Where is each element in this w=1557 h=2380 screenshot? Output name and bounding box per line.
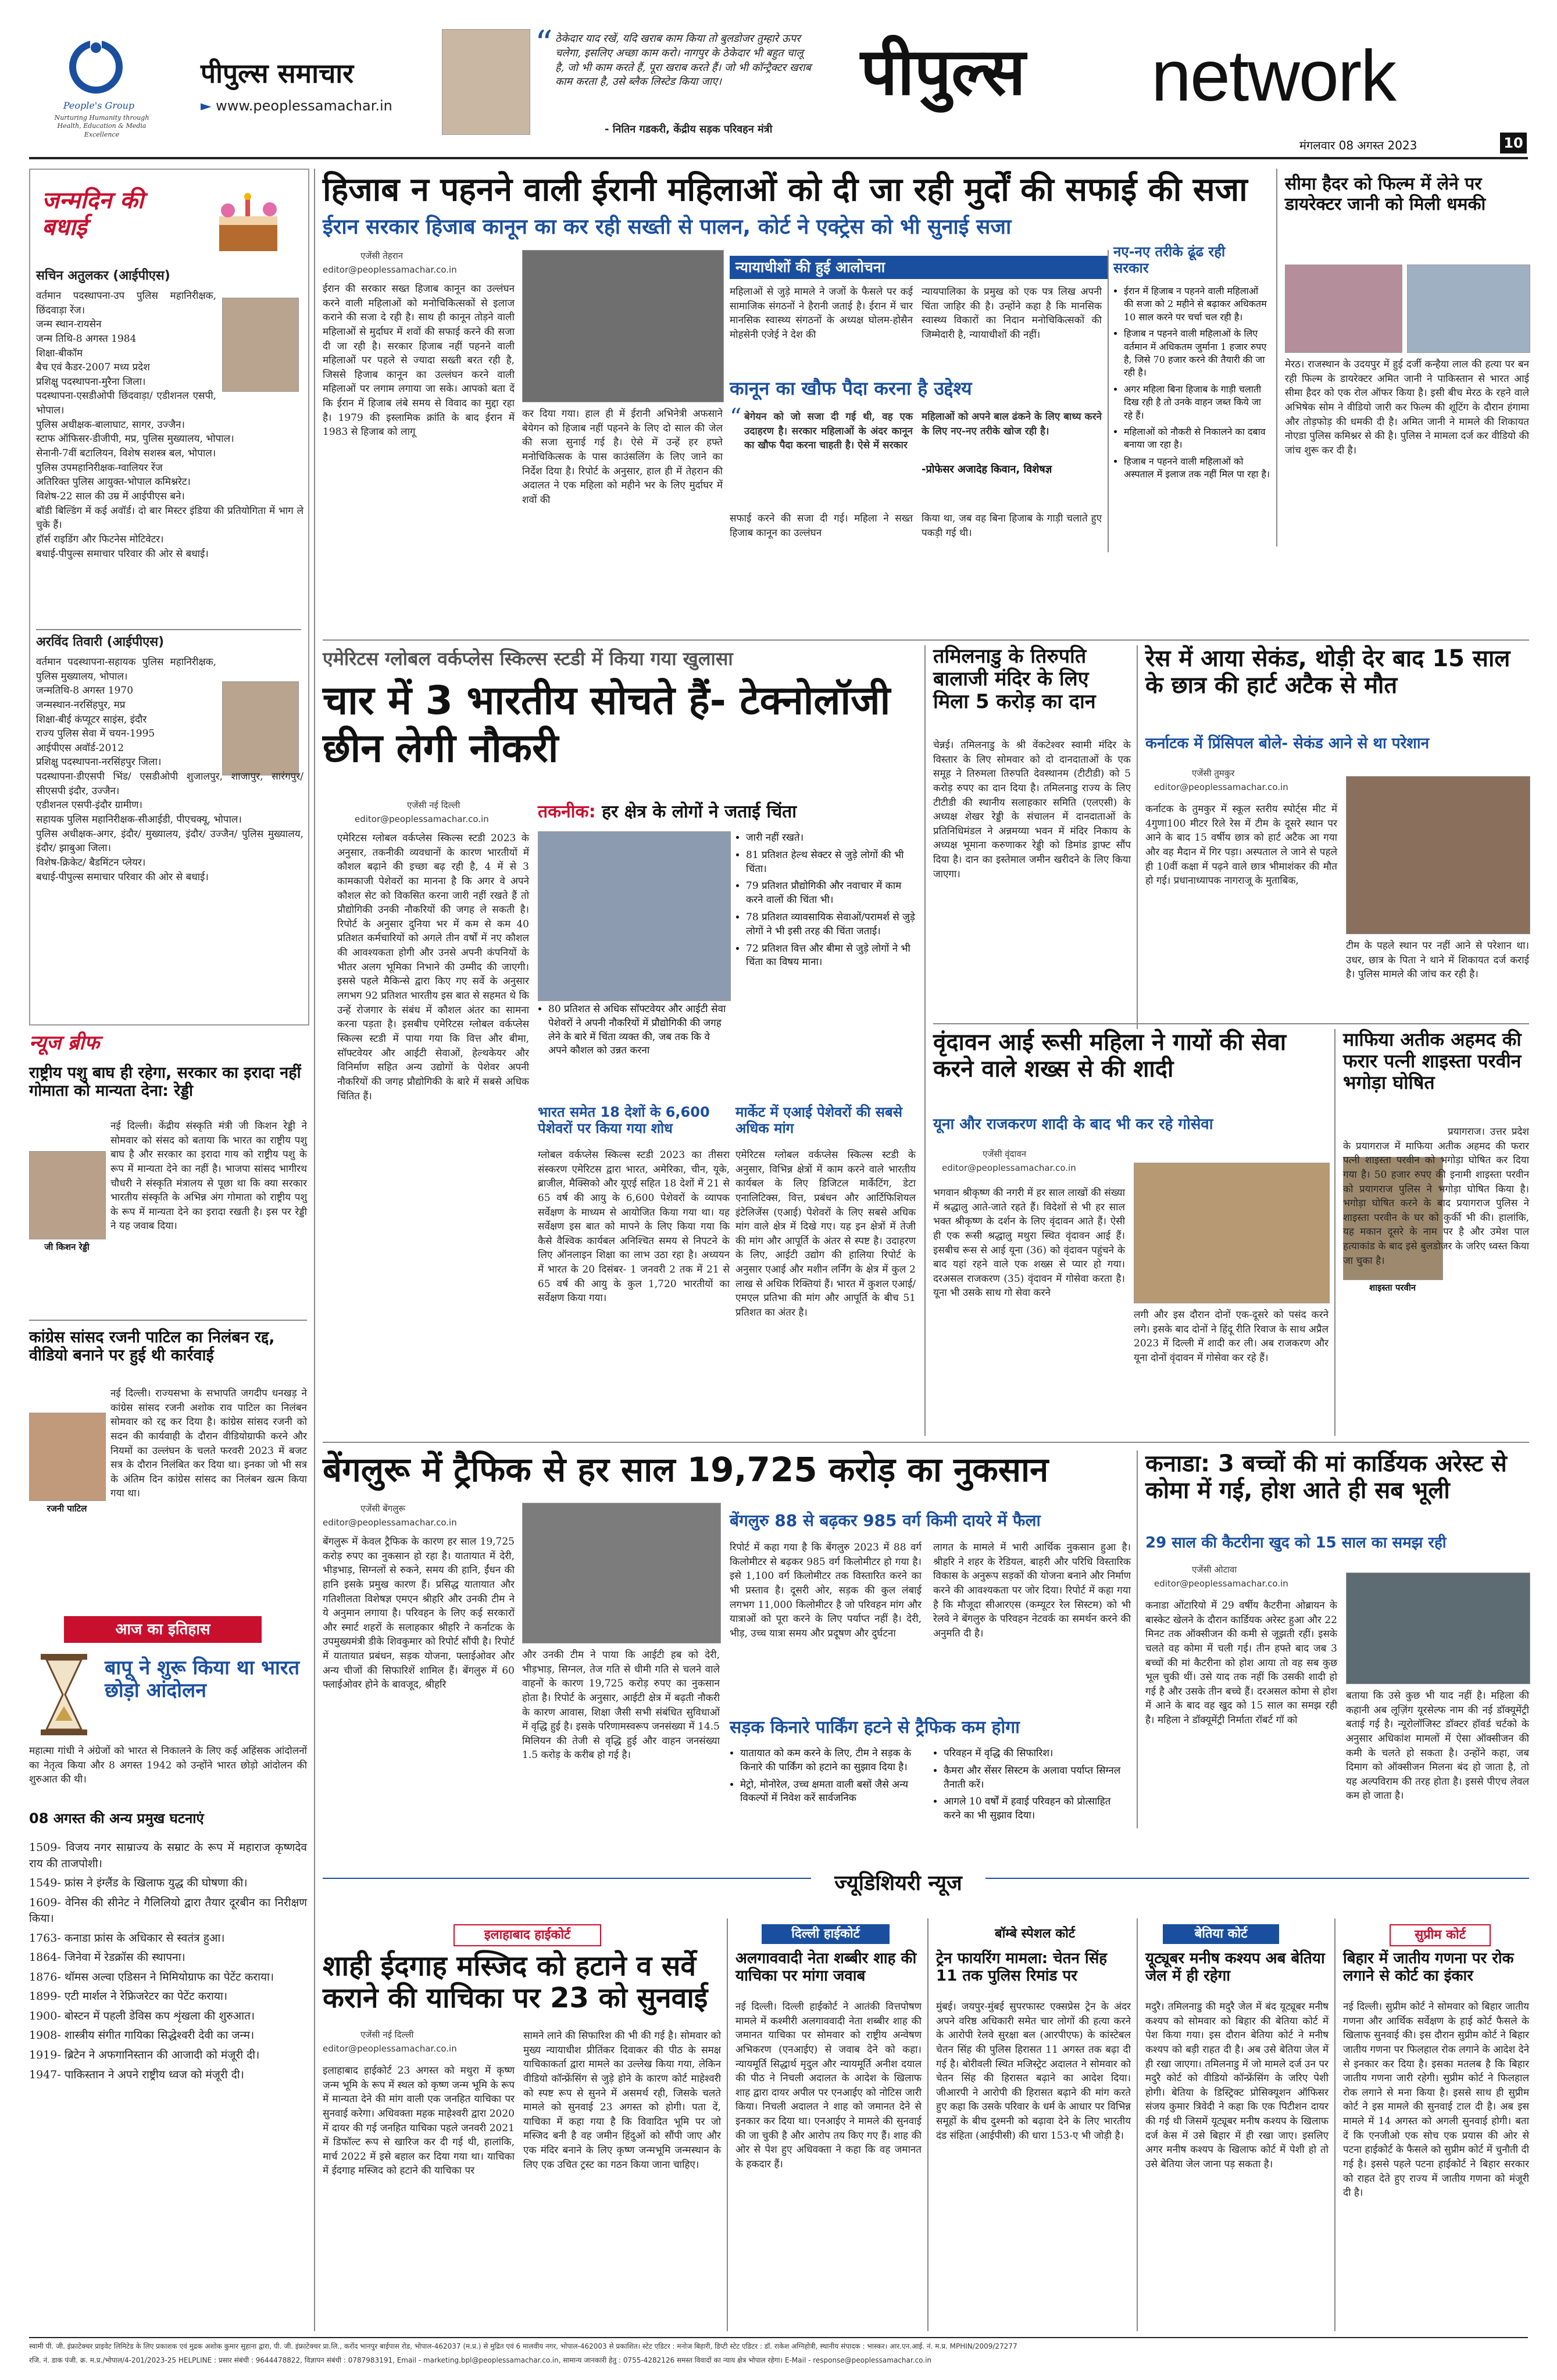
- bengaluru-headline: बेंगलुरू में ट्रैफिक से हर साल 19,725 करोड़ का नुकसान: [323, 1450, 1049, 1489]
- brief2-body: नई दिल्ली। राज्यसभा के सभापति जगदीप धनखड़ ने कांग्रेस सांसद रजनी अशोक राव पाटिल का निलंबन सोमवार को रद्द कर दिया है। कांग्रेस सांसद रजनी को सदन की कार्यवाही के दौरान वीडियोग्राफी करने और नियमों का उल्लंघन के चलते फरवरी 2023 में बजट सत्र के दौरान निलंबित कर दिया था। इनका जो भी सत्र के अंतिम दिन कांग्रेस सांसद का निलंबन खत्म किया गया था।: [110, 1388, 307, 1500]
- person1-line: बैच एवं कैडर-2007 मध्य प्रदेश: [36, 362, 150, 374]
- vrindavan-photo: [1134, 1163, 1330, 1303]
- tech-s1-heading: भारत समेत 18 देशों के 6,600 पेशेवरों पर किया गया शोध: [538, 1104, 710, 1137]
- parking-heading: सड़क किनारे पार्किंग हटने से ट्रैफिक कम होगा: [730, 1717, 1020, 1738]
- parking-bullet: • यातायात को कम करने के लिए, टीम ने सड़क के किनारे की पार्किंग को हटाने का सुझाव दिया है।: [740, 1747, 922, 1775]
- bengaluru-byline: एजेंसी बेंगलुरू: [360, 1503, 406, 1514]
- race-col1: कर्नाटक के तुमकुर में स्कूल स्तरीय स्पोर्ट्स मीट में 4गुणा100 मीटर रिले रेस में टीम के दूसरे स्थान पर आने के बाद 15 वर्षीय छात्र को हार्ट अटैक आ गया और वह मैदान में गिर पड़ा। अस्पताल ले जाने से पहले ही 10वीं कक्षा में पढ़ने वाले छात्र भीमाशंकर की मौत हो गई। प्रधानाध्यापक नागराजू के मुताबिक,: [1145, 803, 1337, 887]
- masthead-rule: [29, 157, 1528, 159]
- person2-line: पदस्थापना-डीएसपी भिंड/ एसडीओपी शुजालपुर, शाजापुर, सारंगपुर/ सीएसपी इंदौर, उज्जैन।: [36, 771, 303, 797]
- iran-headline: हिजाब न पहनने वाली ईरानी महिलाओं को दी जा रही मुर्दों की सफाई की सजा: [323, 171, 1248, 209]
- section-divider-1: [323, 639, 1529, 641]
- person2-line: एडीशनल एसपी-इंदौर ग्रामीण।: [36, 799, 142, 812]
- page-number: 10: [1500, 133, 1527, 153]
- quote-mark-icon: “: [535, 23, 553, 64]
- delhi-body: नई दिल्ली। दिल्ली हाईकोर्ट ने आतंकी वित्तपोषण मामले में कश्मीरी अलगाववादी नेता शब्बीर शाह की जमानत याचिका पर सोमवार को राष्ट्रीय अन्वेषण अभिकरण (एनआईए) से जवाब देने को कहा। न्यायमूर्ति सिद्धार्थ मृदुल और न्यायमूर्ति अनीश दयाल की पीठ ने निचली अदालत के आदेश के खिलाफ शाह द्वारा दायर अपील पर एनआईए को नोटिस जारी किया। निचली अदालत ने शाह को जमानत देने से इनकार कर दिया था। एनआईए ने मामले की सुनवाई की जा चुकी है और आरोप तय किए गए हैं। शाह की ओर से पेश हुए अधिवक्ता ने कहा कि वह जमानत के हकदार हैं।: [735, 2001, 922, 2171]
- birthday-title: जन्मदिन की बधाई: [42, 187, 144, 241]
- tech-s2-heading: मार्केट में एआई पेशेवरों की सबसे अधिक मांग: [735, 1104, 902, 1137]
- history-event: 1509- विजय नगर साम्राज्य के सम्राट के रूप में महाराज कृष्णदेव राय की ताजपोशी।: [29, 1841, 307, 1870]
- tech-photo-bullets: [538, 1003, 730, 1062]
- person1-line: शिक्षा-बीकॉम: [36, 347, 83, 359]
- mafia-headline: माफिया अतीक अहमद की फरार पत्नी शाइस्ता परवीन भगोड़ा घोषित: [1343, 1028, 1522, 1093]
- iran-col2: कर दिया गया। हाल ही में ईरानी अभिनेत्री अफसाने बेयेगन को हिजाब नहीं पहनने के लिए दो साल की जेल की सजा सुनाई गई है। ऐसे में उन्हें हर हफ्ते मनोचिकित्सक के पास काउंसलिंग के लिए जाने का निर्देश दिया है। रिपोर्ट के अनुसार, हाल ही में तेहरान की अदालत ने एक महिला को महीने भर के लिए मुर्दाघर में शवों की: [522, 408, 723, 506]
- bengaluru-col2: और उनकी टीम ने पाया कि आईटी हब को देरी, भीड़भाड़, सिग्नल, तेज गति से धीमी गति से चलने वाले वाहनों के कारण 19,725 करोड़ रुपए का नुकसान होता है। रिपोर्ट के अनुसार, आईटी क्षेत्र में बढ़ती नौकरी के कारण आवास, शिक्षा जैसी सभी संबंधित सुविधाओं में वृद्धि हुई है। इसके परिणामस्वरूप जनसंख्या में 14.5 मिलियन की तेजी से वृद्धि हुई और वाहन जनसंख्या 1.5 करोड़ के करीब हो गई है।: [522, 1649, 720, 1761]
- vrindavan-headline: वृंदावन आई रूसी महिला ने गायों की सेवा करने वाले शख्स से की शादी: [933, 1029, 1287, 1082]
- parking-bullet: • कैमरा और सेंसर सिस्टम के अलावा पर्याप्त सिग्नल तैनाती करें।: [944, 1764, 1131, 1792]
- website-text: www.peoplessamachar.in: [216, 98, 392, 114]
- tech-bullet: • 78 प्रतिशत व्यावसायिक सेवाओं/परामर्श से जुड़े लोगों ने भी इसी तरह की चिंता जताई।: [746, 911, 916, 939]
- side-bullet: • अगर महिला बिना हिजाब के गाड़ी चलाती दिख रही है तो उनके वाहन जब्त किये जा रहे हैं।: [1124, 383, 1270, 422]
- group-logo: [64, 35, 128, 99]
- reddy-photo: [29, 1151, 106, 1239]
- person2-line: सहायक पुलिस महानिरीक्षक-सीआईडी, पीएचक्यू, भोपाल।: [36, 814, 242, 826]
- person1-line: सेनानी-7वीं बटालियन, विशेष सशस्त्र बल, भोपाल।: [36, 448, 216, 460]
- canada-headline: कनाडा: 3 बच्चों की मां कार्डियक अरेस्ट से कोमा में गई, होश आते ही सब भूली: [1145, 1450, 1507, 1504]
- mafia-divider: [1334, 1029, 1335, 1436]
- parking-bullet: • आगले 10 वर्षों में हवाई परिवहन को प्रोत्साहित करने का भी सुझाव दिया।: [944, 1795, 1131, 1823]
- history-subheading: 08 अगस्त की अन्य प्रमुख घटनाएं: [29, 1810, 204, 1827]
- seema-body: मेरठ। राजस्थान के उदयपुर में हुई दर्जी कन्हैया लाल की हत्या पर बन रही फिल्म के डायरेक्टर अमित जानी ने पाकिस्तान से भारत आई सीमा हैदर को एक रोल ऑफर किया है। इसी बीच मेरठ के रहने वाले अभिषेक सोम ने वीडियो जारी कर फिल्म की शूटिंग के दौरान हंगामा और तोड़फोड़ की धमकी दी है। अमित जानी ने मामले की शिकायत नोएडा पुलिस कमिश्नर से की है। पुलिस ने मामला दर्ज कर वीडियो की जांच शुरू कर दी है।: [1285, 359, 1529, 456]
- iran-col1: ईरान की सरकार सख्त हिजाब कानून का उल्लंघन करने वाली महिलाओं को मनोचिकित्सकों से इलाज कराने की सजा दे रही है। साथ ही कानून तोड़ने वाली महिलाओं से मुर्दाघर में शवों की सफाई करने की सजा दी जा रही है। सरकार हिजाब नहीं पहनने वाली महिलाओं पर पहले से ज्यादा सख्ती बरत रही है, जिससे हिजाब कानून का उल्लंघन करने वाली महिलाओं पर लगाम लगाया जा सके। आपको बता दें कि ईरान में हिजाब लंबे समय से विवाद का मुद्दा रहा है। 1979 की इस्लामिक क्रांति के बाद ईरान में 1983 से हिजाब को लागू: [323, 283, 515, 438]
- cake-icon: [205, 176, 292, 263]
- tech-subhead-rest: हर क्षेत्र के लोगों ने जताई चिंता: [602, 802, 797, 822]
- history-event: 1900- बोस्टन में पहली डेविस कप शृंखला की शुरुआत।: [29, 2009, 255, 2022]
- footer-contact: रजि. नं. डाक पंजी. क्र. म.प्र./भोपाल/4-201/2023-25 HELPLINE : प्रसार संबंधी : 9644478822, विज्ञापन संबंधी : 0787983191, Email - marketing.bpl@peoplessamachar.co.in, सामान्य जानकारी हेतु : 0755-4282126 समस्त विवादों का न्याय क्षेत्र भोपाल रहेगा। E-Mail - response@peoplessamachar.co.in: [29, 2356, 932, 2364]
- person1-line: अतिरिक्त पुलिस आयुक्त-भोपाल कमिश्नरेट।: [36, 476, 191, 488]
- side-bullet: • महिलाओं को नौकरी से निकालने का दबाव बनाया जा रहा है।: [1124, 426, 1270, 452]
- parking-bullet: • परिवहन में वृद्धि की सिफारिश।: [944, 1747, 1131, 1761]
- allahabad-email: editor@peoplessamachar.co.in: [323, 2043, 457, 2054]
- supreme-headline: बिहार में जातीय गणना पर रोक लगाने से कोर्ट का इंकार: [1343, 1950, 1514, 1985]
- seema-photo1: [1285, 265, 1402, 353]
- race-headline: रेस में आया सेकंड, थोड़ी देर बाद 15 साल के छात्र की हार्ट अटैक से मौत: [1145, 645, 1510, 699]
- birthday-divider: [36, 629, 301, 630]
- race-byline: एजेंसी तुमकुर: [1192, 768, 1235, 778]
- canada-col1: कनाडा ओंटारियो में 29 वर्षीय कैटरीना ओब्रायन के बास्केट खेलने के दौरान कार्डियक अरेस्ट हुआ और 22 मिनट तक ऑक्सीजन की कमी से जूझती रहीं। इसके चलते वह कोमा में चली गई। तीन हफ्ते बाद जब 3 बच्चों की मां कैटरीना को होश आया तो वह सब कुछ भूल चुकी थीं। उसे याद तक नहीं कि उसकी शादी हो गई है और उसके तीन बच्चे हैं। दरअसल कोमा से होश में आने के बाद वह खुद को 15 साल का समझ रही है। महिला ने डॉक्यूमेंट्री निर्माता रॉबर्ट गॉ को: [1145, 1600, 1337, 1727]
- side-bullet: • ईरान में हिजाब न पहनने वाली महिलाओं की सजा को 2 महीने से बढ़ाकर अधिकतम 10 साल करने पर चर्चा चल रही है।: [1124, 285, 1270, 324]
- canada-email: editor@peoplessamachar.co.in: [1154, 1578, 1288, 1589]
- iran-side-bullets: [1113, 285, 1270, 484]
- person2-line: प्रशिक्षु पदस्थापना-नरसिंहपुर जिला।: [36, 756, 162, 769]
- tech-headline: चार में 3 भारतीय सोचते हैं- टेक्नोलॉजी छीन लेगी नौकरी: [323, 678, 891, 771]
- brief1-title: राष्ट्रीय पशु बाघ ही रहेगा, सरकार का इरादा नहीं गोमाता को मान्यता देना: रेड्डी: [29, 1064, 301, 1100]
- history-event: 1763- कनाडा फ्रांस के अधिकार से स्वतंत्र हुआ।: [29, 1931, 225, 1945]
- race-email: editor@peoplessamachar.co.in: [1154, 782, 1288, 792]
- history-event: 1919- ब्रिटेन ने अफगानिस्तान की आजादी को मंजूरी दी।: [29, 2049, 260, 2062]
- iran-quote-text: बेगेयन को जो सजा दी गई थी, वह एक उदाहरण है। सरकार महिलाओं के अंदर कानून का खौफ पैदा करना चाहती है। ऐसे में सरकार: [744, 411, 913, 452]
- tirupati-headline: तमिलनाडु के तिरुपति बालाजी मंदिर के लिए मिला 5 करोड़ का दान: [933, 645, 1096, 714]
- allahabad-col2: सामने लाने की सिफारिश की भी की गई है। सोमवार को मुख्य न्यायाधीश प्रीतिंकर दिवाकर की पीठ के समक्ष याचिकाकर्ता द्वारा मामले का उल्लेख किया गया, लेकिन वीडियो कॉन्फ्रेंसिंग से जुड़े होने के कारण कोर्ट माहेश्वरी को स्पष्ट रूप से सुनने में असमर्थ रही, जिसके चलते मामले को सुनवाई 23 अगस्त को होगी। पता दें, याचिका में कहा गया है कि विवादित भूमि पर जो मस्जिद बनी है वह जमीन हिंदुओं को सौंपी जाए और एक मंदिर बनाने के लिए कृष्ण जन्मभूमि जन्मस्थान के लिए एक उचित ट्रस्ट का गठन किया जाना चाहिए।: [523, 2030, 721, 2171]
- hourglass-icon: [29, 1651, 99, 1738]
- person2-line: वर्तमान पदस्थापना-सहायक पुलिस महानिरीक्षक, पुलिस मुख्यालय, भोपाल।: [36, 656, 216, 682]
- person2-line: जन्मस्थान-नरसिंहपुर, मप्र: [36, 699, 126, 711]
- vrindavan-col2: लगी और इस दौरान दोनों एक-दूसरे को पसंद करने लगे। इसके बाद दोनों ने हिंदू रीति रिवाज के साथ अप्रैल 2023 में दिल्ली में शादी कर ली। अब राजकरण और यूना दोनों वृंदावन में गोसेवा कर रहे हैं।: [1134, 1309, 1329, 1364]
- bengaluru-col4: लागत के मामले में भारी आर्थिक नुकसान हुआ है। श्रीहरि ने शहर के रेडियल, बाहरी और परिधि विस्तारिक विकास के अनुरूप सड़कों की योजना बनाने और निर्माण करने की आवश्यकता पर जोर दिया। रिपोर्ट में कहा गया है कि मौजूदा सीआरएस (कम्यूटर रेल सिस्टम) को भी रेलवे ने बेंगलुरु के परिवहन नेटवर्क का समर्थन करने की अनुमति दी है।: [933, 1542, 1131, 1639]
- fear-heading: कानून का खौफ पैदा करना है उद्देश्य: [730, 377, 972, 399]
- history-title: बापू ने शुरू किया था भारत छोड़ो आंदोलन: [105, 1656, 300, 1703]
- seema-photo2: [1407, 265, 1530, 353]
- person2-heading: अरविंद तिवारी (आईपीएस): [36, 635, 165, 649]
- person1-line: पुलिस उपमहानिरीक्षक-ग्वालियर रेंज: [36, 462, 163, 474]
- footer-imprint: स्वामी पी. जी. इंफ्राटेक्चर प्राइवेट लिमिटेड के लिए प्रकाशक एवं मुद्रक अशोक कुमार सुहाना द्वारा, पी. जी. इंफ्राटेक्चर प्रा.लि., करोंद भानपुर बाईपास रोड, भोपाल-462037 (म.प्र.) से मुद्रित एवं 6 मालवीय नगर, भोपाल-462003 से प्रकाशित। स्टेट एडिटर : मनोज बिहारी, डिप्टी स्टेट एडिटर : डॉ. राकेश अग्निहोत्री, स्थानीय संपादक : भास्कर। आर.एन.आई. नं. म.प्र. MPHIN/2009/27277: [29, 2342, 1017, 2350]
- tech-subhead: [538, 802, 916, 823]
- masthead: [0, 0, 1557, 157]
- allahabad-court-tag: इलाहाबाद हाईकोर्ट: [453, 1924, 601, 1946]
- parking-bullet: • मेट्रो, मोनोरेल, उच्च क्षमता वाली बसों जैसे अन्य विकल्पों में निवेश करें सार्वजनिक: [740, 1778, 922, 1806]
- bombay-body: मुंबई। जयपुर-मुंबई सुपरफास्ट एक्सप्रेस ट्रेन के अंदर अपने वरिष्ठ अधिकारी समेत चार लोगों की हत्या करने के आरोपी रेलवे सुरक्षा बल (आरपीएफ) के कांस्टेबल चेतन सिंह की पुलिस हिरासत 11 अगस्त तक बढ़ा दी गई है। बोरीवली स्थित मजिस्ट्रेट अदालत ने सोमवार को चेतन सिंह की हिरासत बढ़ाने का आदेश दिया। जीआरपी ने आरोपी की हिरासत बढ़ाने की मांग करते हुए कहा कि उसके परिवार के धर्म के आधार पर विभिन्न समूहों के बीच दुश्मनी को बढ़ावा देने के लिए भारतीय दंड संहिता (आईपीसी) की धारा 153-ए भी जोड़ी है।: [936, 2001, 1131, 2142]
- person2-line: पुलिस अधीक्षक-अगर, इंदौर/ मुख्यालय, इंदौर/ उज्जैन/ पुलिस मुख्यालय, इंदौर/ झाबुआ जिला।: [36, 828, 303, 855]
- canada-byline: एजेंसी ओटावा: [1192, 1564, 1237, 1575]
- bengaluru-area-heading: बेंगलुरु 88 से बढ़कर 985 वर्ग किमी दायरे में फैला: [730, 1511, 1041, 1530]
- person1-details: [36, 289, 303, 561]
- side-bullet: • हिजाब न पहनने वाली महिलाओं के लिए वर्तमान में अधिकतम जुर्माना 1 हजार रुपए है, जिसे 70 हजार करने की तैयारी की जा रही है।: [1124, 327, 1270, 380]
- seema-headline: सीमा हैदर को फिल्म में लेने पर डायरेक्टर जानी को मिली धमकी: [1285, 174, 1486, 215]
- race-subhead: कर्नाटक में प्रिंसिपल बोले- सेकंड आने से था परेशान: [1145, 735, 1430, 752]
- globe-icon: ►: [201, 98, 212, 114]
- history-event: 1876- थॉमस अल्वा एडिसन ने मिमियोग्राफ का पेटेंट कराया।: [29, 1970, 274, 1984]
- bengaluru-col3: रिपोर्ट में कहा गया है कि बेंगलुरु 2023 में 88 वर्ग किलोमीटर से बढ़कर 985 वर्ग किलोमीटर हो गया है। इसे 1,100 वर्ग किलोमीटर तक विस्तारित करने का भी प्रस्ताव है। दूसरी ओर, सड़क की कुल लंबाई लगभग 11,000 किलोमीटर है जो परिवहन मांग और यात्राओं को पूरा करने के लिए पर्याप्त नहीं है। देरी, भीड़, उच्च यात्रा समय और प्रदूषण और दुर्घटना: [730, 1542, 922, 1639]
- brief2-title: कांग्रेस सांसद रजनी पाटिल का निलंबन रद्द, वीडियो बनाने पर हुई थी कार्रवाई: [29, 1328, 275, 1365]
- person1-line: पदस्थापना-एसडीओपी छिंदवाड़ा/ एडीशनल एसपी, भोपाल।: [36, 390, 216, 417]
- canada-photo: [1346, 1573, 1530, 1684]
- bettiah-court-tag: बेतिया कोर्ट: [1163, 1924, 1279, 1944]
- person1-line: स्टाफ ऑफिसर-डीजीपी, मप्र, पुलिस मुख्यालय, भोपाल।: [36, 433, 234, 445]
- iran-col4: न्यायपालिका के प्रमुख को एक पत्र लिख अपनी चिंता जाहिर की है। उन्होंने कहा है कि मानसिक स्वास्थ्य विकारों का निदान मनोचिकित्सकों की जिम्मेदारी है, न्यायाधीशों की नहीं।: [922, 286, 1102, 341]
- person1-line: प्रशिक्षु पदस्थापना-मुरैना जिला।: [36, 376, 146, 388]
- news-brief-label: न्यूज ब्रीफ: [29, 1031, 100, 1055]
- tech-kicker: एमेरिटस ग्लोबल वर्कप्लेस स्किल्स स्टडी में किया गया खुलासा: [323, 648, 733, 670]
- person1-line: वर्तमान पदस्थापना-उप पुलिस महानिरीक्षक, छिंदवाड़ा रेंज।: [36, 290, 216, 316]
- person2-line: राज्य पुलिस सेवा में चयन-1995: [36, 728, 155, 740]
- bombay-court-tag: बॉम्बे स्पेशल कोर्ट: [995, 1927, 1075, 1941]
- paper-name: पीपुल्स समाचार: [201, 58, 354, 89]
- person1-line: हॉर्स राइडिंग और फिटनेस मोटिवेटर।: [36, 533, 164, 545]
- history-event: 1549- फ्रांस ने इंग्लैंड के खिलाफ युद्ध की घोषणा की।: [29, 1877, 248, 1890]
- birthday-box: [29, 169, 309, 1025]
- allahabad-headline: शाही ईदगाह मस्जिद को हटाने व सर्वे कराने की याचिका पर 23 को सुनवाई: [323, 1950, 708, 2015]
- person1-line: विशेष-22 साल की उम्र में आईपीएस बने।: [36, 490, 185, 502]
- tech-right-bullets: [735, 831, 916, 973]
- history-event: 1864- जिनेवा में रेडक्रॉस की स्थापना।: [29, 1951, 185, 1964]
- iran-col3: महिलाओं से जुड़े मामले ने जजों के फैसले पर कई सामाजिक संगठनों ने हैरानी जताई है। ईरान में चार मानसिक स्वास्थ्य संगठनों के अध्यक्ष घोलम-होसैन मोहसेनी एजेई ने देश की: [730, 286, 913, 341]
- brand-hindi: पीपुल्स: [860, 34, 1026, 110]
- vrindavan-byline: एजेंसी वृंदावन: [983, 1149, 1027, 1159]
- bettiah-headline: यूट्यूबर मनीष कश्यप अब बेतिया जेल में ही रहेगा: [1145, 1950, 1325, 1985]
- tech-email: editor@peoplessamachar.co.in: [355, 814, 489, 824]
- gadkari-quote: ठेकेदार याद रखें, यदि खराब काम किया तो बुलडोजर तुम्हारे ऊपर चलेगा, इसलिए अच्छा काम करो। नागपुर के ठेकेदार भी बहुत चालू है, जो भी काम करते हैं, पूरा खराब करते हैं। जो भी कॉन्ट्रैक्टर खराब काम करता है, उसे ब्लैक लिस्टेड किया जाए।: [555, 33, 811, 88]
- person1-line: पुलिस अधीक्षक-बालाघाट, सागर, उज्जैन।: [36, 419, 185, 431]
- group-name: People's Group: [63, 100, 135, 111]
- iran-quote-text2: महिलाओं को अपने बाल ढंकने के लिए बाध्य करने के लिए नए-नए तरीके खोज रही है।: [922, 411, 1102, 437]
- brief-divider: [29, 1320, 307, 1321]
- iran-email: editor@peoplessamachar.co.in: [323, 265, 457, 275]
- person2-line: जन्मतिथि-8 अगस्त 1970: [36, 685, 134, 697]
- rajni-photo: [29, 1413, 106, 1501]
- issue-date: मंगलवार 08 अगस्त 2023: [1299, 138, 1417, 152]
- canada-subhead: 29 साल की कैटरीना खुद को 15 साल का समझ रही: [1145, 1534, 1447, 1552]
- race-photo: [1346, 776, 1530, 934]
- allahabad-col1: इलाहाबाद हाईकोर्ट 23 अगस्त को मथुरा में कृष्ण जन्म भूमि के रूप में स्थल को कृष्ण जन्म भूमि के रूप में मान्यता देने की मांग वाली एक जनहित याचिका पर सुनवाई करेगा। अधिवक्ता महक माहेश्वरी द्वारा 2020 में दायर की गई जनहित याचिका पहले जनवरी 2021 में डिफॉल्ट रूप से खारिज कर दी गई थी, हालांकि, मार्च 2022 में इसे बहाल कर दिया गया था। याचिका में ईदगाह मस्जिद को हटाने की याचिका पर: [323, 2065, 515, 2177]
- mafia-caption: शाइस्ता परवीन: [1369, 1282, 1416, 1293]
- quote-author: - नितिन गडकरी, केंद्रीय सड़क परिवहन मंत्री: [605, 123, 773, 135]
- tech-divider: [924, 645, 926, 1436]
- judiciary-col-divider-3: [1137, 1918, 1138, 2331]
- iran-side-divider: [1108, 250, 1109, 552]
- tech-col1: एमेरिटस ग्लोबल वर्कप्लेस स्किल्स स्टडी 2023 के अनुसार, तकनीकी व्यवधानों के कारण भारतीयों में कौशल बढ़ाने की इच्छा बढ़ रही है, 4 में से 3 कामकाजी पेशेवरों का मानना है कि अगर वे अपने कौशल सेट को विकसित करना जारी नहीं रखते हैं तो प्रौद्योगिकी उनकी नौकरियों की जगह ले सकती है। रिपोर्ट के अनुसार दुनिया भर में कम से कम 40 प्रतिशत कर्मचारियों को अगले तीन वर्षों में नए कौशल की आवश्यकता होगी और उनसे अपनी कंपनियों के भीतर अलग भूमिका निभाने की उम्मीद की जाएगी। इससे पहले मैकिन्से द्वारा किए गए सर्वे के अनुसार लगभग 92 प्रतिशत भारतीय इस बात से सहमत थे कि उन्हें रोजगार के संबंध में कौशल अंतर का सामना करना पड़ता है। इसबीच एमेरिटस ग्लोबल वर्कप्लेस स्किल्स स्टडी में पाया गया कि वित्त और बीमा, सॉफ्टवेयर और आईटी सेवाओं, हेल्थकेयर और विनिर्माण सहित अन्य उद्योगों के पेशेवर अपनी नौकरियों की जगह प्रौद्योगिकी के बारे में सबसे अधिक चिंतित हैं।: [337, 832, 529, 1102]
- history-event: 1908- शास्त्रीय संगीत गायिका सिद्धेश्वरी देवी का जन्म।: [29, 2029, 255, 2042]
- judiciary-col-divider-4: [1334, 1918, 1335, 2331]
- left-column-divider: [314, 169, 315, 2331]
- judiciary-label: ज्यूडिशियरी न्यूज: [811, 1869, 985, 1898]
- bombay-headline: ट्रेन फायरिंग मामला: चेतन सिंह 11 तक पुलिस रिमांड पर: [936, 1950, 1108, 1985]
- group-logo-icon: [64, 35, 128, 99]
- tech-bullet: • 72 प्रतिशत वित्त और बीमा से जुड़े लोगों ने भी चिंता का विषय माना।: [746, 942, 916, 970]
- person1-line: बॉडी बिल्डिंग में कई अवॉर्ड। दो बार मिस्टर इंडिया की प्रतियोगिता में भाग ले चुके हैं।: [36, 505, 303, 531]
- parking-bullets-right: [933, 1747, 1131, 1827]
- section-divider-2: [323, 1442, 1529, 1443]
- person1-heading: सचिन अतुलकर (आईपीएस): [36, 269, 170, 283]
- quote-mark-icon: “: [730, 404, 742, 431]
- history-events: [29, 1840, 307, 2086]
- iran-quote: [730, 404, 1102, 509]
- person2-line: शिक्षा-बीई कंप्यूटर साइंस, इंदौर: [36, 713, 147, 726]
- brand-english: network: [1151, 36, 1396, 116]
- parking-bullets-left: [730, 1747, 922, 1809]
- website-link[interactable]: [201, 98, 392, 114]
- vrindavan-email: editor@peoplessamachar.co.in: [942, 1163, 1076, 1173]
- race-divider: [1137, 645, 1138, 1029]
- brief1-body: नई दिल्ली। केंद्रीय संस्कृति मंत्री जी किशन रेड्डी ने सोमवार को संसद को बताया कि भारत का राष्ट्रीय पशु बाघ है और सरकार का इरादा गाय को राष्ट्रीय पशु के रूप में मान्यता देने का नहीं है। भाजपा सांसद भागीरथ चौधरी ने संस्कृति मंत्रालय से पूछा था कि क्या सरकार भारतीय संस्कृति के अभिन्न अंग गोमाता को राष्ट्रीय पशु के रूप में मान्यता देने का इरादा रखती है। इस पर रेड्डी ने यह जवाब दिया।: [110, 1120, 307, 1232]
- mafia-body: प्रयागराज। उत्तर प्रदेश के प्रयागराज में माफिया अतीक अहमद की फरार पत्नी शाइस्ता परवीन को भगोड़ा घोषित कर दिया गया है। 50 हजार रुपए की इनामी शाइस्ता परवीन को प्रयागराज पुलिस ने भगोड़ा घोषित किया है। भगोड़ा घोषित करने के बाद प्रयागराज पुलिस ने शाइस्ता परवीन के घर को कुर्की भी की। हालांकि, यह मकान दूसरे के नाम पर है और उमेश पाल हत्याकांड के बाद इसे बुलडोजर के जरिए ध्वस्त किया जा चुका है।: [1343, 1126, 1529, 1267]
- tech-s1-body: ग्लोबल वर्कप्लेस स्किल्स स्टडी 2023 का तीसरा संस्करण एमेरिटस द्वारा भारत, अमेरिका, चीन, यूके, ब्राजील, मैक्सिको और यूएई सहित 18 देशों में 21 से 65 वर्ष की आयु के 6,600 पेशेवरों के व्यापक सर्वेक्षण के माध्यम से आयोजित किया गया था। यह सर्वेक्षण इस बात को मापने के लिए किया गया कि कैसे वैश्विक कार्यबल अनिश्चित समय से निपटने के लिए ऑनलाइन शिक्षा का लाभ उठा रहा है। अध्ययन में भारत के 20 दिसंबर- 1 जनवरी 2 तक में 21 से 65 वर्ष की आयु के कुल 1,720 भारतीयों का सर्वेक्षण किया गया।: [538, 1149, 730, 1305]
- side-bullet: • हिजाब न पहनने वाली महिलाओं को अस्पताल में इलाज तक नहीं मिल पा रहा है।: [1124, 455, 1270, 481]
- right-column-divider: [1276, 169, 1277, 546]
- history-event: 1609- वेनिस की सीनेट ने गैलिलियो द्वारा तैयार दूरबीन का निरीक्षण किया।: [29, 1896, 307, 1925]
- tech-bullet: • 81 प्रतिशत हेल्थ सेक्टर से जुड़े लोगों की भी चिंता।: [746, 849, 916, 877]
- tech-photo-bullet: • 80 प्रतिशत से अधिक सॉफ्टवेयर और आईटी सेवा पेशेवरों ने अपनी नौकरियों में प्रौद्योगिकी की जगह लेने के बारे में चिंता व्यक्त की, जब तक कि वे अपने कौशल को उन्नत करना: [548, 1003, 730, 1058]
- iran-col5: सफाई करने की सजा दी गई। महिला ने सख्त हिजाब कानून का उल्लंघन: [730, 513, 913, 539]
- tech-bullet: • जारी नहीं रखते।: [746, 831, 916, 845]
- iran-side-heading: नए-नए तरीके ढूंढ रही सरकार: [1113, 244, 1226, 276]
- supreme-court-tag: सुप्रीम कोर्ट: [1390, 1924, 1491, 1946]
- history-body: महात्मा गांधी ने अंग्रेजों को भारत से निकालने के लिए कई अहिंसक आंदोलनों का नेतृत्व किया और 8 अगस्त 1942 को उन्होंने भारत छोड़ो आंदोलन की शुरुआत की थी।: [29, 1745, 307, 1786]
- rajni-caption: रजनी पाटिल: [47, 1503, 87, 1514]
- gadkari-photo: [442, 29, 530, 135]
- bengaluru-col1: बेंगलुरू में केवल ट्रैफिक के कारण हर साल 19,725 करोड़ रुपए का नुकसान हो रहा है। यातायात में देरी, भीड़भाड़, सिग्नलों से रुकने, समय की हानि, ईंधन की हानि इसके प्रमुख कारण हैं। प्रसिद्ध यातायात और गतिशीलता विशेषज्ञ एमएन श्रीहरि और उनकी टीम ने ये अनुमान लगाया है। परिवहन के लिए कई सरकारों और स्मार्ट शहरों के सलाहकार श्रीहरि ने कर्नाटक के उपमुख्यमंत्री डीके शिवकुमार को रिपोर्ट सौंपी है। रिपोर्ट में यातायात प्रबंधन, सड़क योजना, फ्लाईओवर और अन्य चीजों की सिफारिशें शामिल हैं। बेंगलुरु में 60 फ्लाईओवर होने के बावजूद, श्रीहरि: [323, 1536, 515, 1691]
- tech-byline: एजेंसी नई दिल्ली: [407, 800, 460, 810]
- history-label: आज का इतिहास: [64, 1616, 262, 1643]
- group-tagline: Nurturing Humanity through Health, Education & Media Excellence: [54, 114, 149, 138]
- tirupati-body: चेन्नई। तमिलनाडु के श्री वेंकटेश्वर स्वामी मंदिर के विस्तार के लिए सोमवार को दो दानदाताओं के एक समूह ने तिरुमला तिरुपति देवस्थानम (टीटीडी) को 5 करोड़ रुपए का दान दिया है। तमिलनाडु राज्य के लिए टीटीडी की स्थानीय सलाहकार समिति (एलएसी) के अध्यक्ष शेखर रेड्डी के संचालन में दानदाताओं के प्रतिनिधिमंडल ने अन्नमय्या भवन में मंदिर निकाय के अध्यक्ष भूमाना करुणाकर रेड्डी को डिमांड ड्राफ्ट सौंप दिया है। दान का इस्तेमाल जमीन खरीदने के लिए किया जाएगा।: [933, 739, 1131, 880]
- person2-line: आईपीएस अवॉर्ड-2012: [36, 742, 124, 754]
- iran-photo: [522, 250, 724, 402]
- person1-line: जन्म तिथि-8 अगस्त 1984: [36, 333, 137, 345]
- tech-bullet: • 79 प्रतिशत प्रौद्योगिकी और नवाचार में काम करने वालों की चिंता भी।: [746, 880, 916, 907]
- delhi-court-tag: दिल्ली हाईकोर्ट: [762, 1924, 890, 1944]
- tech-subhead-red: तकनीक:: [538, 802, 596, 822]
- person1-line: बधाई-पीपुल्स समाचार परिवार की ओर से बधाई।: [36, 548, 209, 560]
- iran-subhead: ईरान सरकार हिजाब कानून का कर रही सख्ती से पालन, कोर्ट ने एक्ट्रेस को भी सुनाई सजा: [323, 215, 1012, 239]
- person2-line: बधाई-पीपुल्स समाचार परिवार की ओर से बधाई।: [36, 871, 209, 883]
- bengaluru-photo: [522, 1503, 721, 1643]
- reddy-caption: जी किशन रेड्डी: [44, 1242, 90, 1252]
- history-event: 1899- एटी मार्शल ने रेफ्रिजरेटर का पेटेंट कराया।: [29, 1990, 228, 2003]
- vrindavan-subhead: यूना और राजकरण शादी के बाद भी कर रहे गोसेवा: [933, 1116, 1213, 1133]
- vrindavan-divider: [933, 1023, 1529, 1024]
- person2-details: [36, 655, 303, 884]
- history-box: [29, 1616, 307, 2325]
- iran-quote-author: -प्रोफेसर अजादेह किवान, विशेषज्ञ: [922, 463, 1052, 476]
- person1-line: जन्म स्थान-रायसेन: [36, 319, 102, 331]
- delhi-headline: अलगाववादी नेता शब्बीर शाह की याचिका पर मांगा जवाब: [735, 1950, 917, 1985]
- race-col2: टीम के पहले स्थान पर नहीं आने से परेशान था। उधर, छात्र के पिता ने थाने में शिकायत दर्ज कराई है। पुलिस मामले की जांच कर रही है।: [1346, 940, 1529, 981]
- canada-col2: बताया कि उसे कुछ भी याद नहीं है। महिला की कहानी अब लूज़िंग यूरसेल्फ नाम की नई डॉक्यूमेंट्री बताई गई है। न्यूरोलॉजिस्ट डॉक्टर हॉवर्ड चर्टको के अनुसार अधिकांश मामलों में ऐसा ऑक्सीजन की कमी के चलते हो सकता है। उन्होंने कहा, जब दिमाग को ऑक्सीजन मिलना बंद हो जाता है, तो यह अल्पविराम की तरह होता है। इससे पीएच लेवल कम हो जाता है।: [1346, 1690, 1529, 1802]
- judiciary-col-divider-2: [927, 1918, 929, 2331]
- footer-rule: [29, 2337, 1528, 2338]
- canada-divider: [1137, 1450, 1138, 1828]
- judiciary-col-divider-1: [727, 1918, 728, 2331]
- bengaluru-email: editor@peoplessamachar.co.in: [323, 1517, 457, 1528]
- supreme-body: नई दिल्ली। सुप्रीम कोर्ट ने सोमवार को बिहार जातीय गणना और आर्थिक सर्वेक्षण के हाई कोर्ट फैसले के खिलाफ सुनवाई की। इस दौरान सुप्रीम कोर्ट ने बिहार जातीय गणना पर फिलहाल रोक लगाने के आदेश देने से इनकार कर दिया है। इसका मतलब है कि बिहार जातीय गणना जारी रहेगी। सुप्रीम कोर्ट ने फिलहाल रोक लगाने से मना किया है। इससे साथ ही सुप्रीम कोर्ट ने इस मामले की सुनवाई टाल दी है। अब इस मामले में 14 अगस्त को अगली सुनवाई होगी। बता दें कि एनजीओ एक सोच एक प्रयास की ओर से पटना हाईकोर्ट के फैसले को सुप्रीम कोर्ट में चुनौती दी गई है। इससे पहले पटना हाईकोर्ट ने बिहार सरकार को राहत देते हुए राज्य में जातीय गणना को मंजूरी दी है।: [1343, 2001, 1529, 2199]
- allahabad-byline: एजेंसी नई दिल्ली: [360, 2029, 414, 2040]
- history-event: 1947- पाकिस्तान ने अपने राष्ट्रीय ध्वज को मंजूरी दी।: [29, 2068, 244, 2081]
- iran-byline: एजेंसी तेहरान: [360, 251, 403, 261]
- bettiah-body: मदुरै। तमिलनाडु की मदुरै जेल में बंद यूट्यूबर मनीष कश्यप को सोमवार को बिहार की बेतिया कोर्ट में पेश किया गया। इस दौरान बेतिया कोर्ट ने मनीष कश्यप को बड़ी राहत दी है। अब उसे बेतिया जेल में ही रखा जाएगा। तमिलनाडु में जो मामले दर्ज उन पर मदुरै कोर्ट को वीडियो कॉन्फ्रेंसिंग के जरिए पेशी होगी। बेतिया के डिस्ट्रिक्ट प्रोसिक्यूशन ऑफिसर संजय कुमार त्रिवेदी ने कहा कि एक पिटीशन दायर की गई थी जिसमें यूट्यूबर मनीष कश्यप के खिलाफ दर्ज केस में उसे बिहार में ही रखा जाए। इसलिए अगर मनीष कश्यप के खिलाफ कोर्ट में पेशी हो तो उसे बेतिया जेल जाना पड़ सकता है।: [1145, 2001, 1329, 2171]
- critique-label: न्यायाधीशों की हुई आलोचना: [730, 256, 1108, 279]
- iran-col6: किया था, जब वह बिना हिजाब के गाड़ी चलाते हुए पकड़ी गई थी।: [922, 513, 1102, 539]
- person2-line: विशेष-क्रिकेट/ बैडमिंटन प्लेयर।: [36, 856, 146, 869]
- tech-photo: [538, 831, 731, 1001]
- person1-photo: [222, 298, 299, 392]
- vrindavan-col1: भगवान श्रीकृष्ण की नगरी में हर साल लाखों की संख्या में श्रद्धालु आते-जाते रहते हैं। विदेशों से भी हर साल भक्त श्रीकृष्ण के दर्शन के लिए वृंदावन आते हैं। ऐसी ही एक रूसी श्रद्धालु मथुरा स्थित वृंदावन आई हैं। इसबीच रूस से आई यूना (36) को वृंदावन पहुंचने के बाद यहां रहने वाले एक शख्स से प्यार हो गया। दरअसल राजकरण (35) वृंदावन में गोसेवा करता है। यूना भी उसके साथ गो सेवा करने: [933, 1187, 1125, 1299]
- tech-s2-body: एमेरिटस ग्लोबल वर्कप्लेस स्किल्स स्टडी के अनुसार, विभिन्न क्षेत्रों में काम करने वाले भारतीय कार्यबल के लिए डिजिटल मार्केटिंग, डेटा एनालिटिक्स, वित्त, प्रबंधन और आर्टिफिशियल इंटेलिजेंस (एआई) पेशेवरों के लिए सबसे अधिक मांग वाले क्षेत्र में दिखे गए। यह इन क्षेत्रों में तेजी की मांग और आपूर्ति के अंतर से स्पष्ट है। उदाहरण के लिए, आईटी उद्योग की हालिया रिपोर्ट के अनुसार एआई और मशीन लर्निंग के क्षेत्र में कुल 2 लाख से अधिक रिक्तियां हैं। भारत में कुशल एआई/एमएल प्रतिभा की मांग और आपूर्ति के बीच 51 प्रतिशत का अंतर है।: [735, 1149, 916, 1319]
